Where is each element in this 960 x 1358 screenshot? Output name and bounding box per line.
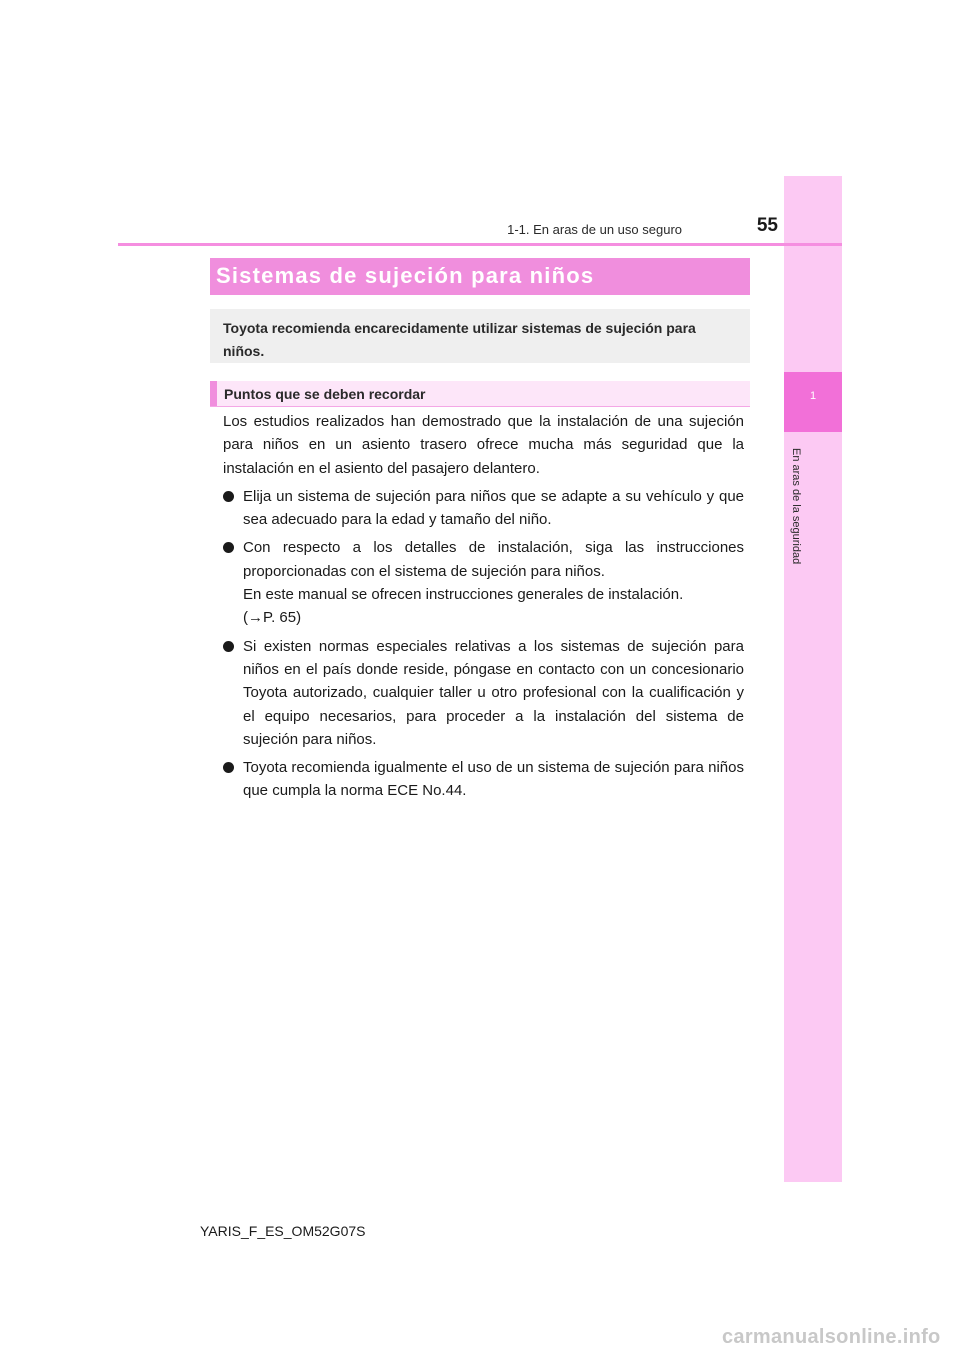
list-item <box>223 756 744 803</box>
bullet-icon <box>223 491 234 502</box>
bullet-note: En este manual se ofrecen instrucciones generales de instalación. <box>243 586 684 604</box>
subsection-header <box>210 381 750 407</box>
bullet-text: Toyota recomienda igualmente el uso de un sistema de sujeción para niños que cumpla la norma ECE No.44. <box>243 759 744 800</box>
bullet-icon <box>223 542 234 553</box>
header-rule <box>118 243 842 246</box>
footer-document-code: YARIS_F_ES_OM52G07S <box>200 1223 366 1239</box>
bullet-text: Si existen normas especiales relativas a los sistemas de sujeción para niños en el país donde reside, póngase en contacto con un concesionario Toyota autorizado, cualquier taller u otro profesional con la cualificación y el equipo necesarios, para proceder a la instalación del sistema de sujeción para niños. <box>243 637 744 748</box>
title-bar <box>210 258 750 295</box>
subsection-marker <box>210 381 217 406</box>
list-item <box>223 536 744 629</box>
bullet-text: Elija un sistema de sujeción para niños que se adapte a su vehículo y que sea adecuado para la edad y tamaño del niño. <box>243 487 744 529</box>
header-section-title: 1-1. En aras de un uso seguro <box>507 222 682 237</box>
body-text <box>223 410 744 803</box>
intro-paragraph: Los estudios realizados han demostrado que la instalación de una sujeción para niños en un asiento trasero ofrece mucha más seguridad que la instalación en el asiento del pasajero delantero. <box>223 413 744 477</box>
intro-box: Toyota recomienda encarecidamente utilizar sistemas de sujeción para niños. <box>210 309 750 363</box>
chapter-side-tab-active <box>784 372 842 432</box>
list-item <box>223 485 744 532</box>
chapter-number: 1 <box>809 390 817 402</box>
list-item <box>223 635 744 751</box>
subsection-title: Puntos que se deben recordar <box>224 386 426 402</box>
bullet-icon <box>223 762 234 773</box>
bullet-text: Con respecto a los detalles de instalación, siga las instrucciones proporcionadas con el sistema de sujeción para niños. <box>243 539 744 580</box>
page-number: 55 <box>756 215 778 236</box>
chapter-side-tab <box>784 176 842 1182</box>
page-reference-link[interactable]: (→P. 65) <box>243 609 302 627</box>
bullet-icon <box>223 641 234 652</box>
watermark: carmanualsonline.info <box>722 1326 941 1348</box>
chapter-label: En aras de la seguridad <box>790 448 802 565</box>
page-title: Sistemas de sujeción para niños <box>216 263 595 288</box>
